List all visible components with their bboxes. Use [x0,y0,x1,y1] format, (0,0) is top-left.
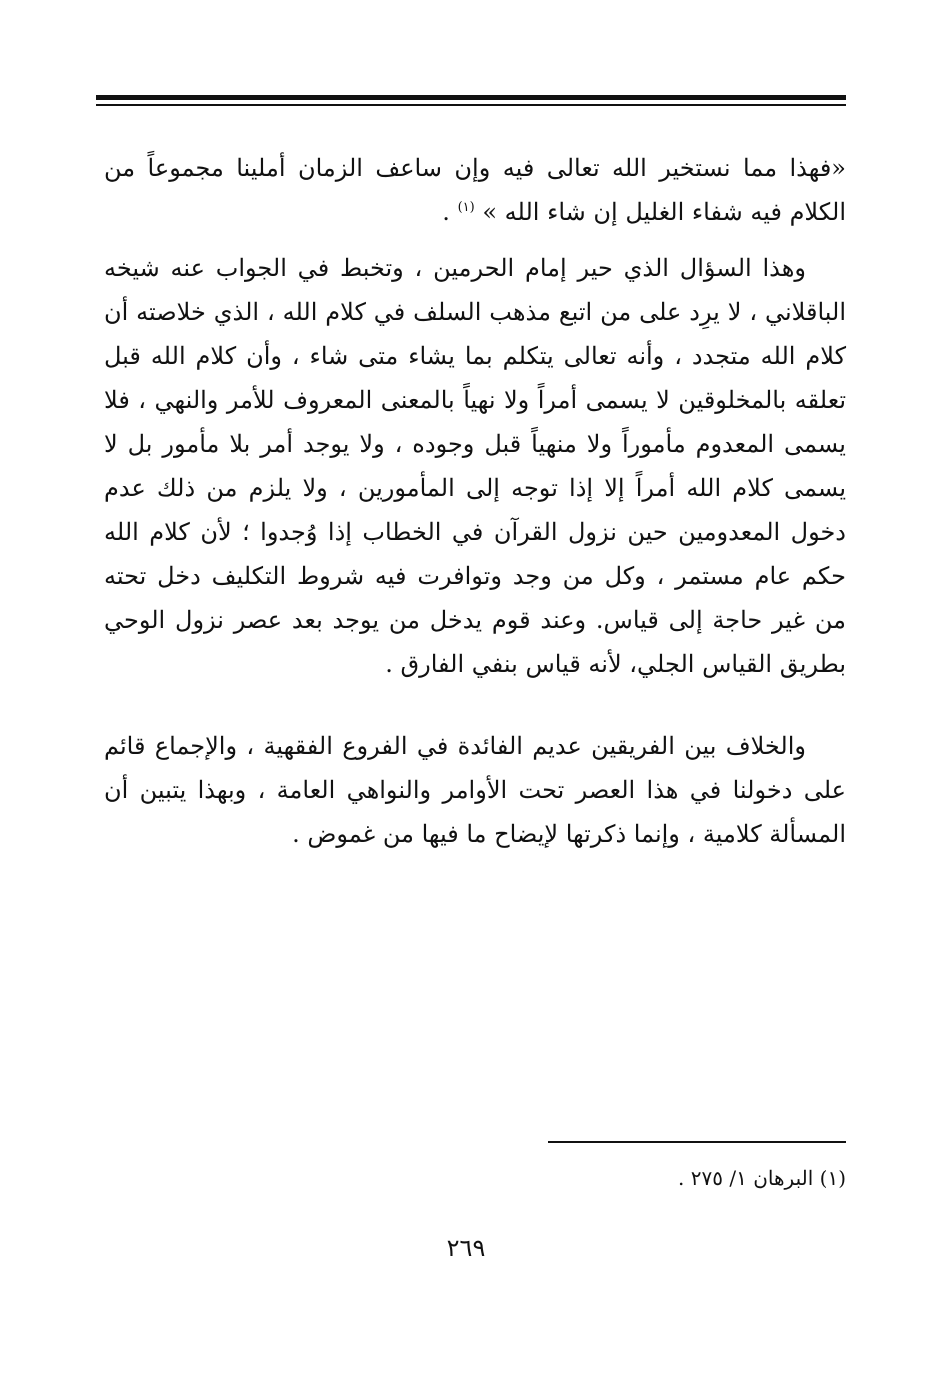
paragraph-conclusion [104,724,846,856]
footnote-marker: (١) [457,200,475,215]
quote-end: . [442,198,450,226]
footnote: (١) البرهان ١/ ٢٧٥ . [678,1166,846,1190]
footnote-separator [548,1141,846,1143]
main-text: وهذا السؤال الذي حير إمام الحرمين ، وتخبط في الجواب عنه شيخه الباقلاني ، لا يرِد على من اتبع مذهب السلف في كلام الله ، الذي خلاصته أن كلام الله متجدد ، وأنه تعالى يتكلم بما يشاء متى شاء ، وأن كلام الله قبل تعلقه بالمخلوقين لا يسمى أمراً ولا نهياً بالمعنى المعروف للأمر والنهي ، فلا يسمى المعدوم مأموراً ولا منهياً قبل وجوده ، ولا يوجد أمر بلا مأمور بل لا يسمى كلام الله أمراً إلا إذا توجه إلى المأمورين ، ولا يلزم من ذلك عدم دخول المعدومين حين نزول القرآن في الخطاب إذا وُجدوا ؛ لأن كلام الله حكم عام مستمر ، وكل من وجد وتوافرت فيه شروط التكليف دخل تحته من غير حاجة إلى قياس. وعند قوم يدخل من يوجد بعد عصر نزول الوحي بطريق القياس الجلي، لأنه قياس بنفي الفارق . [104,254,846,678]
quote-text: «فهذا مما نستخير الله تعالى فيه وإن ساعف الزمان أملينا مجموعاً من الكلام فيه شفاء الغليل إن شاء الله » [104,154,846,226]
paragraph-quote [104,146,846,234]
header-rule-thin [96,104,846,106]
conclusion-text: والخلاف بين الفريقين عديم الفائدة في الفروع الفقهية ، والإجماع قائم على دخولنا في هذا العصر تحت الأوامر والنواهي العامة ، وبهذا يتبين أن المسألة كلامية ، وإنما ذكرتها لإيضاح ما فيها من غموض . [104,732,846,848]
paragraph-main [104,246,846,686]
page-number: ٢٦٩ [446,1234,486,1262]
header-rule-thick [96,95,846,100]
